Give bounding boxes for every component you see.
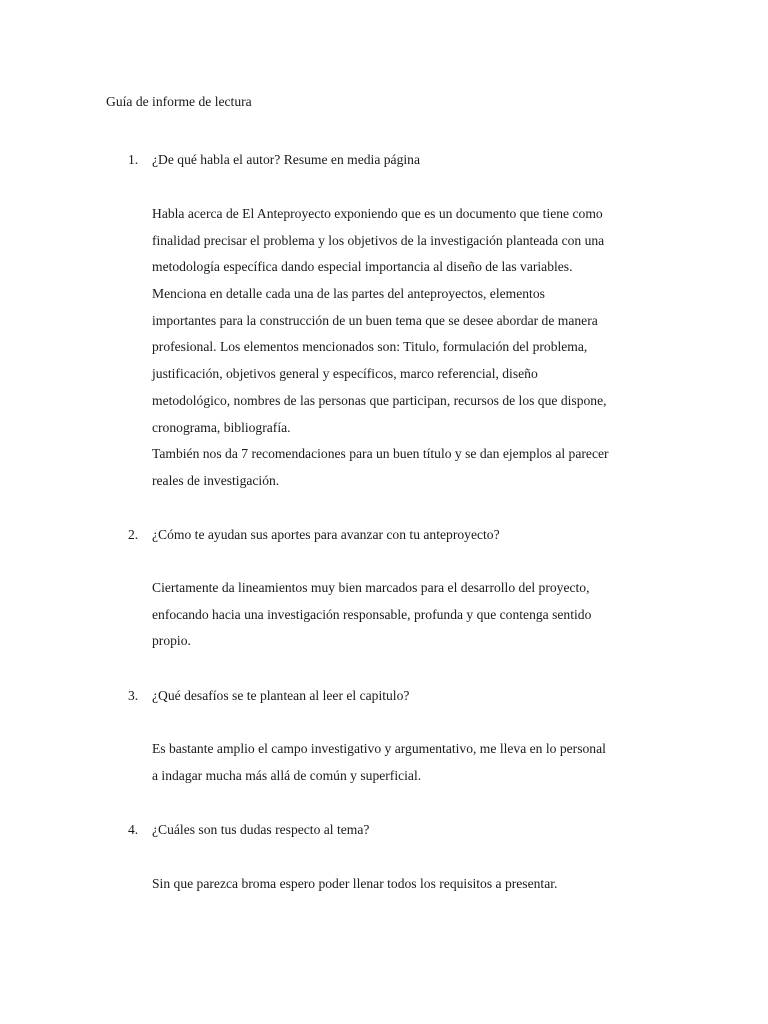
answer-line: Habla acerca de El Anteproyecto exponiendo que es un documento que tiene como [152, 206, 603, 221]
question-number: 4. [128, 822, 139, 837]
answer-1 [152, 205, 672, 499]
answer-2 [152, 579, 672, 659]
answer-line: enfocando hacia una investigación responsable, profunda y que contenga sentido [152, 606, 592, 622]
answer-line: Ciertamente da lineamientos muy bien marcados para el desarrollo del proyecto, [152, 580, 590, 595]
answer-line: cronograma, bibliografía. [152, 419, 291, 435]
answer-line: reales de investigación. [152, 472, 280, 488]
answer-line: Es bastante amplio el campo investigativo y argumentativo, me lleva en lo personal [152, 741, 606, 756]
answer-line: a indagar mucha más allá de común y superficial. [152, 767, 422, 783]
answer-line: importantes para la construcción de un buen tema que se desee abordar de manera [152, 312, 598, 328]
question-text: ¿Cómo te ayudan sus aportes para avanzar con tu anteproyecto? [152, 527, 500, 542]
question-3 [128, 687, 409, 705]
document-title: Guía de informe de lectura [106, 94, 252, 109]
answer-line: metodológico, nombres de las personas que participan, recursos de los que dispone, [152, 392, 607, 408]
answer-line: Sin que parezca broma espero poder llenar todos los requisitos a presentar. [152, 876, 558, 891]
question-1 [128, 151, 420, 169]
question-text: ¿Qué desafíos se te plantean al leer el capitulo? [152, 688, 410, 703]
question-number: 1. [128, 152, 139, 167]
question-number: 2. [128, 527, 139, 542]
question-number: 3. [128, 688, 139, 703]
question-text: ¿De qué habla el autor? Resume en media página [152, 152, 420, 167]
answer-line: metodología específica dando especial importancia al diseño de las variables. [152, 259, 573, 275]
question-text: ¿Cuáles son tus dudas respecto al tema? [152, 822, 370, 837]
answer-line: Menciona en detalle cada una de las partes del anteproyectos, elementos [152, 286, 545, 302]
answer-3 [152, 740, 672, 793]
answer-4 [152, 875, 672, 902]
answer-line: profesional. Los elementos mencionados son: Titulo, formulación del problema, [152, 339, 588, 355]
answer-line: También nos da 7 recomendaciones para un buen título y se dan ejemplos al parecer [152, 446, 609, 462]
answer-line: finalidad precisar el problema y los objetivos de la investigación planteada con una [152, 232, 605, 248]
answer-line: propio. [152, 633, 191, 649]
question-4 [128, 821, 369, 839]
answer-line: justificación, objetivos general y específicos, marco referencial, diseño [152, 366, 538, 382]
question-2 [128, 526, 500, 544]
